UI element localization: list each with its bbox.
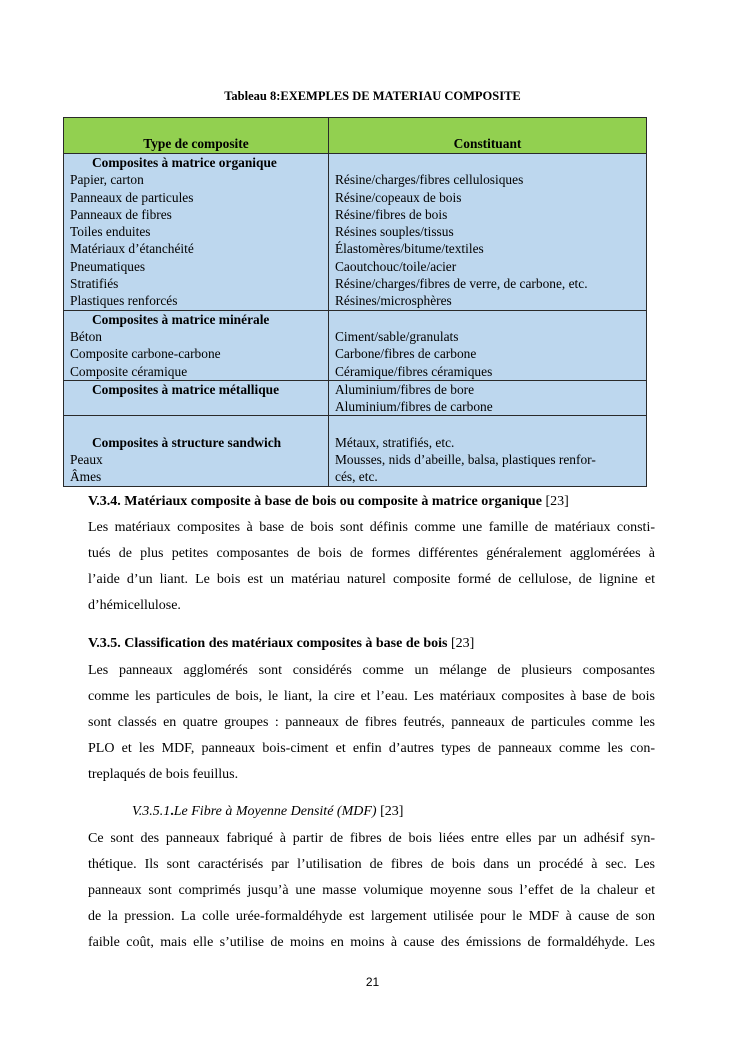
cell-constituant: Résines souples/tissus [335,224,454,240]
heading-text: V.3.5. Classification des matériaux composites à base de bois [88,636,448,651]
section-v35-heading [88,636,655,652]
cell-constituant: Caoutchouc/toile/acier [335,258,457,274]
table-row [64,154,647,311]
section-v351-heading [132,804,652,820]
subheading-number: V.3.5.1 [132,804,171,819]
cell-type: Pneumatiques [70,258,146,274]
reference: [23] [545,494,569,509]
subheading-dot: . [170,804,174,819]
paragraph-line: comme les particules de bois, le liant, la cire et l’eau. Les matériaux composites à base de bois [88,689,655,704]
paragraph-line: faible coût, mais elle s’utilise de moins en moins à cause des émissions de formaldéhyde. Les [88,935,655,950]
cell-type: Matériaux d’étanchéité [70,241,194,257]
paragraph-line: thétique. Ils sont caractérisés par l’utilisation de fibres de bois dans un procédé à sec. Les [88,857,655,872]
cell-constituant: Ciment/sable/granulats [335,328,459,344]
subheading-title: Le Fibre à Moyenne Densité (MDF) [173,804,377,819]
cell-type: Toiles enduites [70,224,151,240]
section-v351-paragraph [88,826,655,956]
page-number: 21 [365,975,380,989]
cell-type: Âmes [70,469,102,485]
group-cell-sandwich-constituants [329,416,647,486]
group-cell-minerale-constituants [329,310,647,380]
reference: [23] [450,636,475,651]
composite-table [63,117,647,487]
group-title: Composites à structure sandwich [92,434,282,450]
cell-type: Plastiques renforcés [70,293,178,309]
table-header-row [64,118,647,154]
cell-constituant: Céramique/fibres céramiques [335,363,493,379]
cell-type: Panneaux de particules [70,189,194,205]
paragraph-line: tués de plus petites composantes de bois de formes différentes généralement agglomérées à [88,546,655,561]
heading-text: V.3.4. Matériaux composite à base de bois ou composite à matrice organique [88,494,542,509]
group-cell-organique [64,154,329,311]
cell-constituant: Résine/copeaux de bois [335,189,462,205]
cell-type: Peaux [70,452,103,468]
paragraph-line: PLO et les MDF, panneaux bois-ciment et enfin d’autres types de panneaux comme les con- [88,741,655,756]
table-row [64,310,647,380]
table-row [64,416,647,486]
cell-type: Béton [70,328,102,344]
group-cell-metallique [64,380,329,416]
section-v34-paragraph [88,515,655,619]
paragraph-line: Ce sont des panneaux fabriqué à partir de fibres de bois liées entre elles par un adhésif syn- [88,831,655,846]
reference: [23] [380,804,404,819]
cell-constituant: Élastomères/bitume/textiles [335,241,484,257]
section-v34-heading [88,494,655,510]
group-cell-metallique-constituants [329,380,647,416]
paragraph-line: treplaqués de bois feuillus. [88,767,239,782]
paragraph-line: d’hémicellulose. [88,598,181,613]
cell-constituant: Métaux, stratifiés, etc. [335,434,455,450]
cell-constituant: Résine/charges/fibres cellulosiques [335,172,524,188]
table-row [64,380,647,416]
paragraph-line: panneaux sont comprimés jusqu’à une masse volumique moyenne sous l’effet de la chaleur et [88,883,655,898]
cell-constituant: Résine/fibres de bois [335,206,448,222]
cell-type: Composite céramique [70,363,188,379]
group-cell-minerale [64,310,329,380]
group-cell-organique-constituants [329,154,647,311]
cell-constituant: Résines/microsphères [335,293,452,309]
cell-constituant: Aluminium/fibres de carbone [335,399,493,415]
cell-constituant: Aluminium/fibres de bore [335,381,475,397]
cell-constituant: Mousses, nids d’abeille, balsa, plastiques renfor- [335,452,596,468]
cell-constituant: Résine/charges/fibres de verre, de carbone, etc. [335,276,588,292]
section-v35-paragraph [88,658,655,788]
cell-constituant: Carbone/fibres de carbone [335,346,477,362]
group-title: Composites à matrice métallique [92,381,280,397]
cell-type: Papier, carton [70,172,144,188]
table-caption: Tableau 8:EXEMPLES DE MATERIAU COMPOSITE [224,89,521,103]
group-title: Composites à matrice minérale [92,311,270,327]
header-constituant: Constituant [329,118,647,154]
paragraph-line: de la pression. La colle urée-formaldéhyde est largement utilisée pour le MDF à cause de son [88,909,655,924]
paragraph-line: Les panneaux agglomérés sont considérés comme un mélange de plusieurs composantes [88,663,655,678]
paragraph-line: sont classés en quatre groupes : panneaux de fibres feutrés, panneaux de particules comme les [88,715,655,730]
cell-constituant: cés, etc. [335,469,378,485]
cell-type: Panneaux de fibres [70,206,172,222]
paragraph-line: Les matériaux composites à base de bois sont définis comme une famille de matériaux consti- [88,520,655,535]
cell-type: Stratifiés [70,276,119,292]
paragraph-line: l’aide d’un liant. Le bois est un matériau naturel composite formé de cellulose, de lignine et [88,572,655,587]
group-cell-sandwich [64,416,329,486]
group-title: Composites à matrice organique [92,155,277,170]
cell-type: Composite carbone-carbone [70,346,221,362]
header-type: Type de composite [64,118,329,154]
